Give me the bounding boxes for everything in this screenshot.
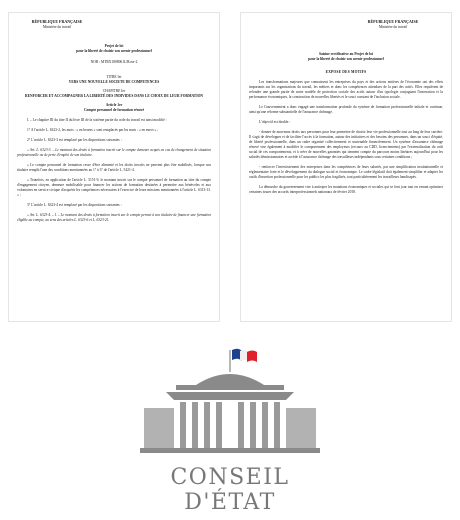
header-block	[249, 19, 443, 30]
saisine-title-line1: Saisine rectificative au Projet de loi	[318, 52, 374, 56]
saisine-title-line2: pour la liberté de choisir son avenir professionnel	[308, 57, 384, 61]
french-flag-icon	[232, 349, 257, 362]
document-page-projet-de-loi	[8, 12, 220, 322]
body-paragraph: 2° L'article L. 6323-3 est remplacé par les dispositions suivantes :	[27, 138, 122, 142]
body-paragraph: La démarche du gouvernement vise à anticiper les mutations économiques et sociales qui se font jour tout en venant optimiser certaines issues des accords interprofessionnels nationaux de février 2018.	[249, 185, 443, 194]
header-ministry: Ministère du travail	[378, 25, 408, 29]
building-columns	[180, 402, 280, 448]
body-paragraph: Le Gouvernement a donc engagé une transformation profonde du système de formation professionnelle initiale et continue, ainsi qu'une réforme substantielle de l'assurance chômage.	[249, 105, 443, 114]
document-page-expose-des-motifs	[240, 12, 452, 322]
body-paragraph: 1° A l'article L. 6323-2, les mots : « en heures » sont remplacés par les mots : « en euros » ;	[27, 128, 159, 132]
body-paragraph: - donner de nouveaux droits aux personnes pour leur permettre de choisir leur vie professionnelle tout au long de leur carrière. Il s'agit de développer et de faciliter l'accès à la formation, autour des initiatives et des besoins des personnes, dans un souci d'équité, de liberté professionnelle, dans un cadre organisé collectivement et soutenable financièrement. Un système d'assurance chômage rénové vise également à modifier le comportement des employeurs (recours au CDD, licenciements) par l'externalisation du coût social de ces comportements, et à créer de nouvelles garanties qui tiennent compte du parcours moins linéaires aujourd'hui pour les salariés démissionnaires et accède à l'assurance chômage des travailleurs indépendants sous certaines conditions ;	[249, 130, 443, 159]
titre-name: VERS UNE NOUVELLE SOCIETE DE COMPETENCES	[68, 80, 160, 84]
building-base	[140, 448, 320, 453]
article-number: Article 1er	[105, 103, 123, 107]
chapitre-number: CHAPITRE Ier	[102, 89, 126, 93]
bill-title-line1: Projet de loi	[104, 44, 124, 48]
header-ministry: Ministère du travail	[42, 25, 72, 29]
header-country: RÉPUBLIQUE FRANÇAISE	[367, 19, 419, 24]
body-paragraph: « Le compte personnel de formation cesse d'être alimenté et les droits inscrits ne peuvent plus être mobilisés, lorsque son titulaire remplit l'une des conditions mentionnées au 1° à 3° de l'article L. 5421-4.	[17, 163, 211, 172]
building-wings	[144, 408, 316, 448]
body-paragraph: - renforcer l'investissement des entreprises dans les compétences de leurs salariés, par une simplification institutionnelle et réglementaire forte et le développement du dialogue social et économique. Le cadre législatif doit également simplifier et adapter les outils d'insertion professionnelle pour les publics les plus fragilisés, tout particulièrement les travailleurs handicapés.	[249, 165, 443, 179]
article-name: Compte personnel de formation rénové	[83, 108, 145, 112]
body-paragraph: I. – Le chapitre III du titre II du livre III de la sixième partie du code du travail est ainsi modifié :	[27, 118, 167, 122]
body-paragraph: Les transformations majeures que connaissent les entreprises du pays et des actions entières de l'économie ont des effets importants sur les organisations du travail, les métiers et donc les compétences attendues de la part des actifs. Elles requièrent de refonder une grande partie de notre modèle de protection sociale des actifs autour d'un typologie conjuguant l'innovation et la performance économiques, la construction de nouvelles libertés et le souci constant de l'inclusion sociale.	[249, 80, 443, 99]
body-paragraph: 3° L'article L. 6323-4 est remplacé par les dispositions suivantes :	[27, 203, 122, 207]
titre-number: TITRE Ier	[106, 75, 122, 79]
bill-title	[17, 44, 211, 54]
body-paragraph: « Art. L. 6323-4. – I. – Le montant des droits à formation inscrit sur le compte permet à son titulaire de financer une formation éligible au compte, au sens des articles L. 6323-6 et L. 6323-21.	[17, 213, 211, 222]
expose-des-motifs-heading: EXPOSE DES MOTIFS	[325, 70, 367, 74]
body-paragraph: « Toutefois, en application de l'article L. 5151-9, le montant inscrit sur le compte personnel de formation au titre du compte d'engagement citoyen, demeure mobilisable pour financer les actions de formation destinées à permettre aux bénévoles et aux volontaires en service civique d'acquérir les compétences nécessaires à l'exercice de leurs missions mentionnées à l'article L. 6313-13. » ;	[17, 178, 211, 197]
chapitre-name: RENFORCER ET ACCOMPAGNER LA LIBERTÉ DES INDIVIDUS DANS LE CHOIX DE LEUR FORMATION	[25, 94, 203, 98]
conseil-detat-wordmark: CONSEIL D'ÉTAT	[170, 465, 290, 515]
body-paragraph: « Art. L. 6323-3. – Le montant des droits à formation inscrit sur le compte demeure acquis en cas de changement de situation professionnelle ou de perte d'emploi de son titulaire.	[17, 148, 211, 157]
body-paragraph: L'objectif est double :	[259, 120, 291, 124]
building-pediment	[166, 374, 294, 400]
header-country: RÉPUBLIQUE FRANÇAISE	[31, 19, 83, 24]
nor-reference: NOR : MTRX1808061L/Rose-2	[90, 60, 138, 64]
bill-title-line2: pour la liberté de choisir son avenir professionnel	[76, 49, 152, 53]
